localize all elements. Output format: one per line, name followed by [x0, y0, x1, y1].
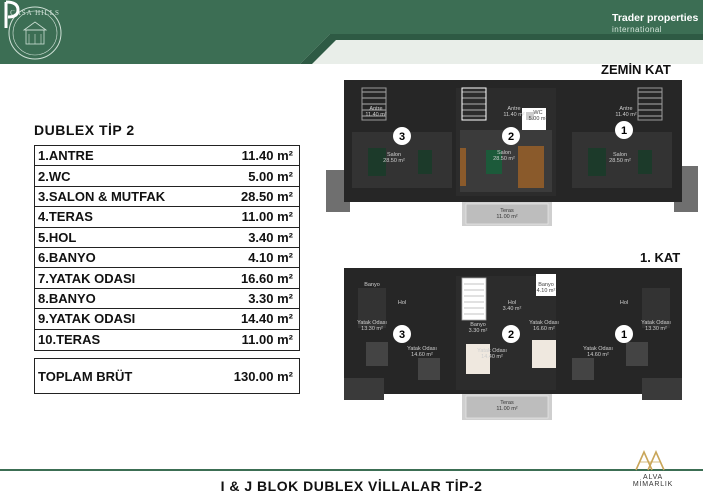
casa-hills-logo-text: CASA HILLS [10, 9, 60, 17]
unit-number-3: 3 [398, 329, 406, 341]
room-area-label: 11.40 m² [615, 112, 637, 118]
room-label: Antre [619, 106, 633, 112]
room-label: Salon [612, 152, 628, 158]
header-band [0, 0, 703, 64]
total-label: TOPLAM BRÜT [38, 368, 133, 384]
room-label: Banyo [470, 322, 486, 328]
room-area: 16.60 m² [240, 270, 293, 286]
room-area: 5.00 m² [248, 168, 293, 184]
room-name: 10.TERAS [38, 332, 101, 348]
room-area: 14.40 m² [240, 311, 293, 327]
unit-number-1: 1 [620, 329, 628, 341]
room-label: Hol [507, 300, 517, 306]
table-title: DUBLEX TİP 2 [34, 122, 135, 138]
room-label: Yatak Odası [583, 346, 613, 352]
room-area-label: 28.50 m² [383, 158, 405, 164]
trader-properties-subtitle: international [612, 25, 663, 34]
room-label: Yatak Odası [407, 346, 437, 352]
table-row [35, 187, 299, 207]
room-name: 7.YATAK ODASI [38, 270, 136, 286]
room-area: 3.40 m² [248, 229, 293, 245]
unit-number-1: 1 [620, 125, 628, 137]
total-value: 130.00 m² [233, 368, 293, 384]
ground-floor-label: ZEMİN KAT [601, 62, 671, 77]
room-label: Teras [500, 208, 514, 214]
room-area: 4.10 m² [248, 250, 293, 266]
room-name: 6.BANYO [38, 250, 96, 266]
alva-logo-mark [634, 448, 670, 472]
room-name: 3.SALON & MUTFAK [38, 188, 166, 204]
room-area-label: 11.00 m² [496, 406, 518, 412]
room-label: Salon [496, 150, 512, 156]
room-name: 8.BANYO [38, 290, 96, 306]
room-area: 11.00 m² [241, 209, 293, 225]
first-floor-plan [326, 266, 698, 428]
room-label: Yatak Odası [357, 320, 387, 326]
ground-floor-plan [326, 78, 698, 230]
trader-properties-logo-mark [0, 0, 22, 30]
room-area-label: 5.00 m² [528, 116, 548, 122]
room-name: 4.TERAS [38, 209, 93, 225]
room-area-label: 14.60 m² [411, 352, 433, 358]
room-area-label: 4.10 m² [536, 288, 556, 294]
room-area-label: 14.40 m² [481, 354, 503, 360]
room-area-label: 28.50 m² [609, 158, 631, 164]
footer-title: I & J BLOK DUBLEX VİLLALAR TİP-2 [220, 478, 483, 494]
table-row [35, 330, 299, 350]
table-row [35, 289, 299, 309]
room-label: Teras [500, 400, 514, 406]
unit-number-3: 3 [398, 131, 406, 143]
room-label: Banyo [538, 282, 554, 288]
room-area: 11.40 m² [241, 148, 293, 164]
room-area-label: 28.50 m² [493, 156, 515, 162]
unit-number-2: 2 [507, 131, 515, 143]
room-area-label: 16.60 m² [533, 326, 555, 332]
room-label: Banyo [364, 282, 380, 288]
room-label: Hol [619, 300, 629, 306]
room-area-table [34, 145, 300, 351]
table-row [35, 166, 299, 186]
room-area: 3.30 m² [248, 290, 293, 306]
header-background [0, 0, 703, 64]
table-row [35, 207, 299, 227]
first-floor-label: 1. KAT [640, 250, 681, 265]
room-area-label: 11.00 m² [496, 214, 518, 220]
table-row [35, 146, 299, 166]
room-name: 5.HOL [38, 229, 77, 245]
room-name: 2.WC [38, 168, 71, 184]
room-area-label: 14.60 m² [587, 352, 609, 358]
table-row [35, 268, 299, 288]
room-area-label: 3.30 m² [468, 328, 488, 334]
alva-brand-name: ALVA MİMARLIK [632, 474, 674, 488]
table-row [35, 248, 299, 268]
room-label: Yatak Odası [641, 320, 671, 326]
room-label: Antre [507, 106, 521, 112]
room-label: WC [533, 110, 543, 116]
room-label: Hol [397, 300, 407, 306]
room-name: 9.YATAK ODASI [38, 311, 136, 327]
room-area: 11.00 m² [241, 332, 293, 348]
room-area-label: 13.30 m² [645, 326, 667, 332]
room-label: Salon [386, 152, 402, 158]
room-name: 1.ANTRE [38, 148, 94, 164]
table-row [35, 309, 299, 329]
room-label: Yatak Odası [529, 320, 559, 326]
table-row [35, 228, 299, 248]
trader-properties-name: Trader properties [612, 12, 699, 24]
room-label: Yatak Odası [477, 348, 507, 354]
room-label: Antre [369, 106, 383, 112]
room-area-label: 11.40 m² [365, 112, 387, 118]
unit-number-2: 2 [507, 329, 515, 341]
room-area-label: 11.40 m² [503, 112, 525, 118]
footer-divider [0, 469, 703, 471]
room-area-label: 3.40 m² [502, 306, 522, 312]
room-area-label: 13.30 m² [361, 326, 383, 332]
room-area: 28.50 m² [240, 188, 293, 204]
total-area-box [34, 358, 300, 394]
